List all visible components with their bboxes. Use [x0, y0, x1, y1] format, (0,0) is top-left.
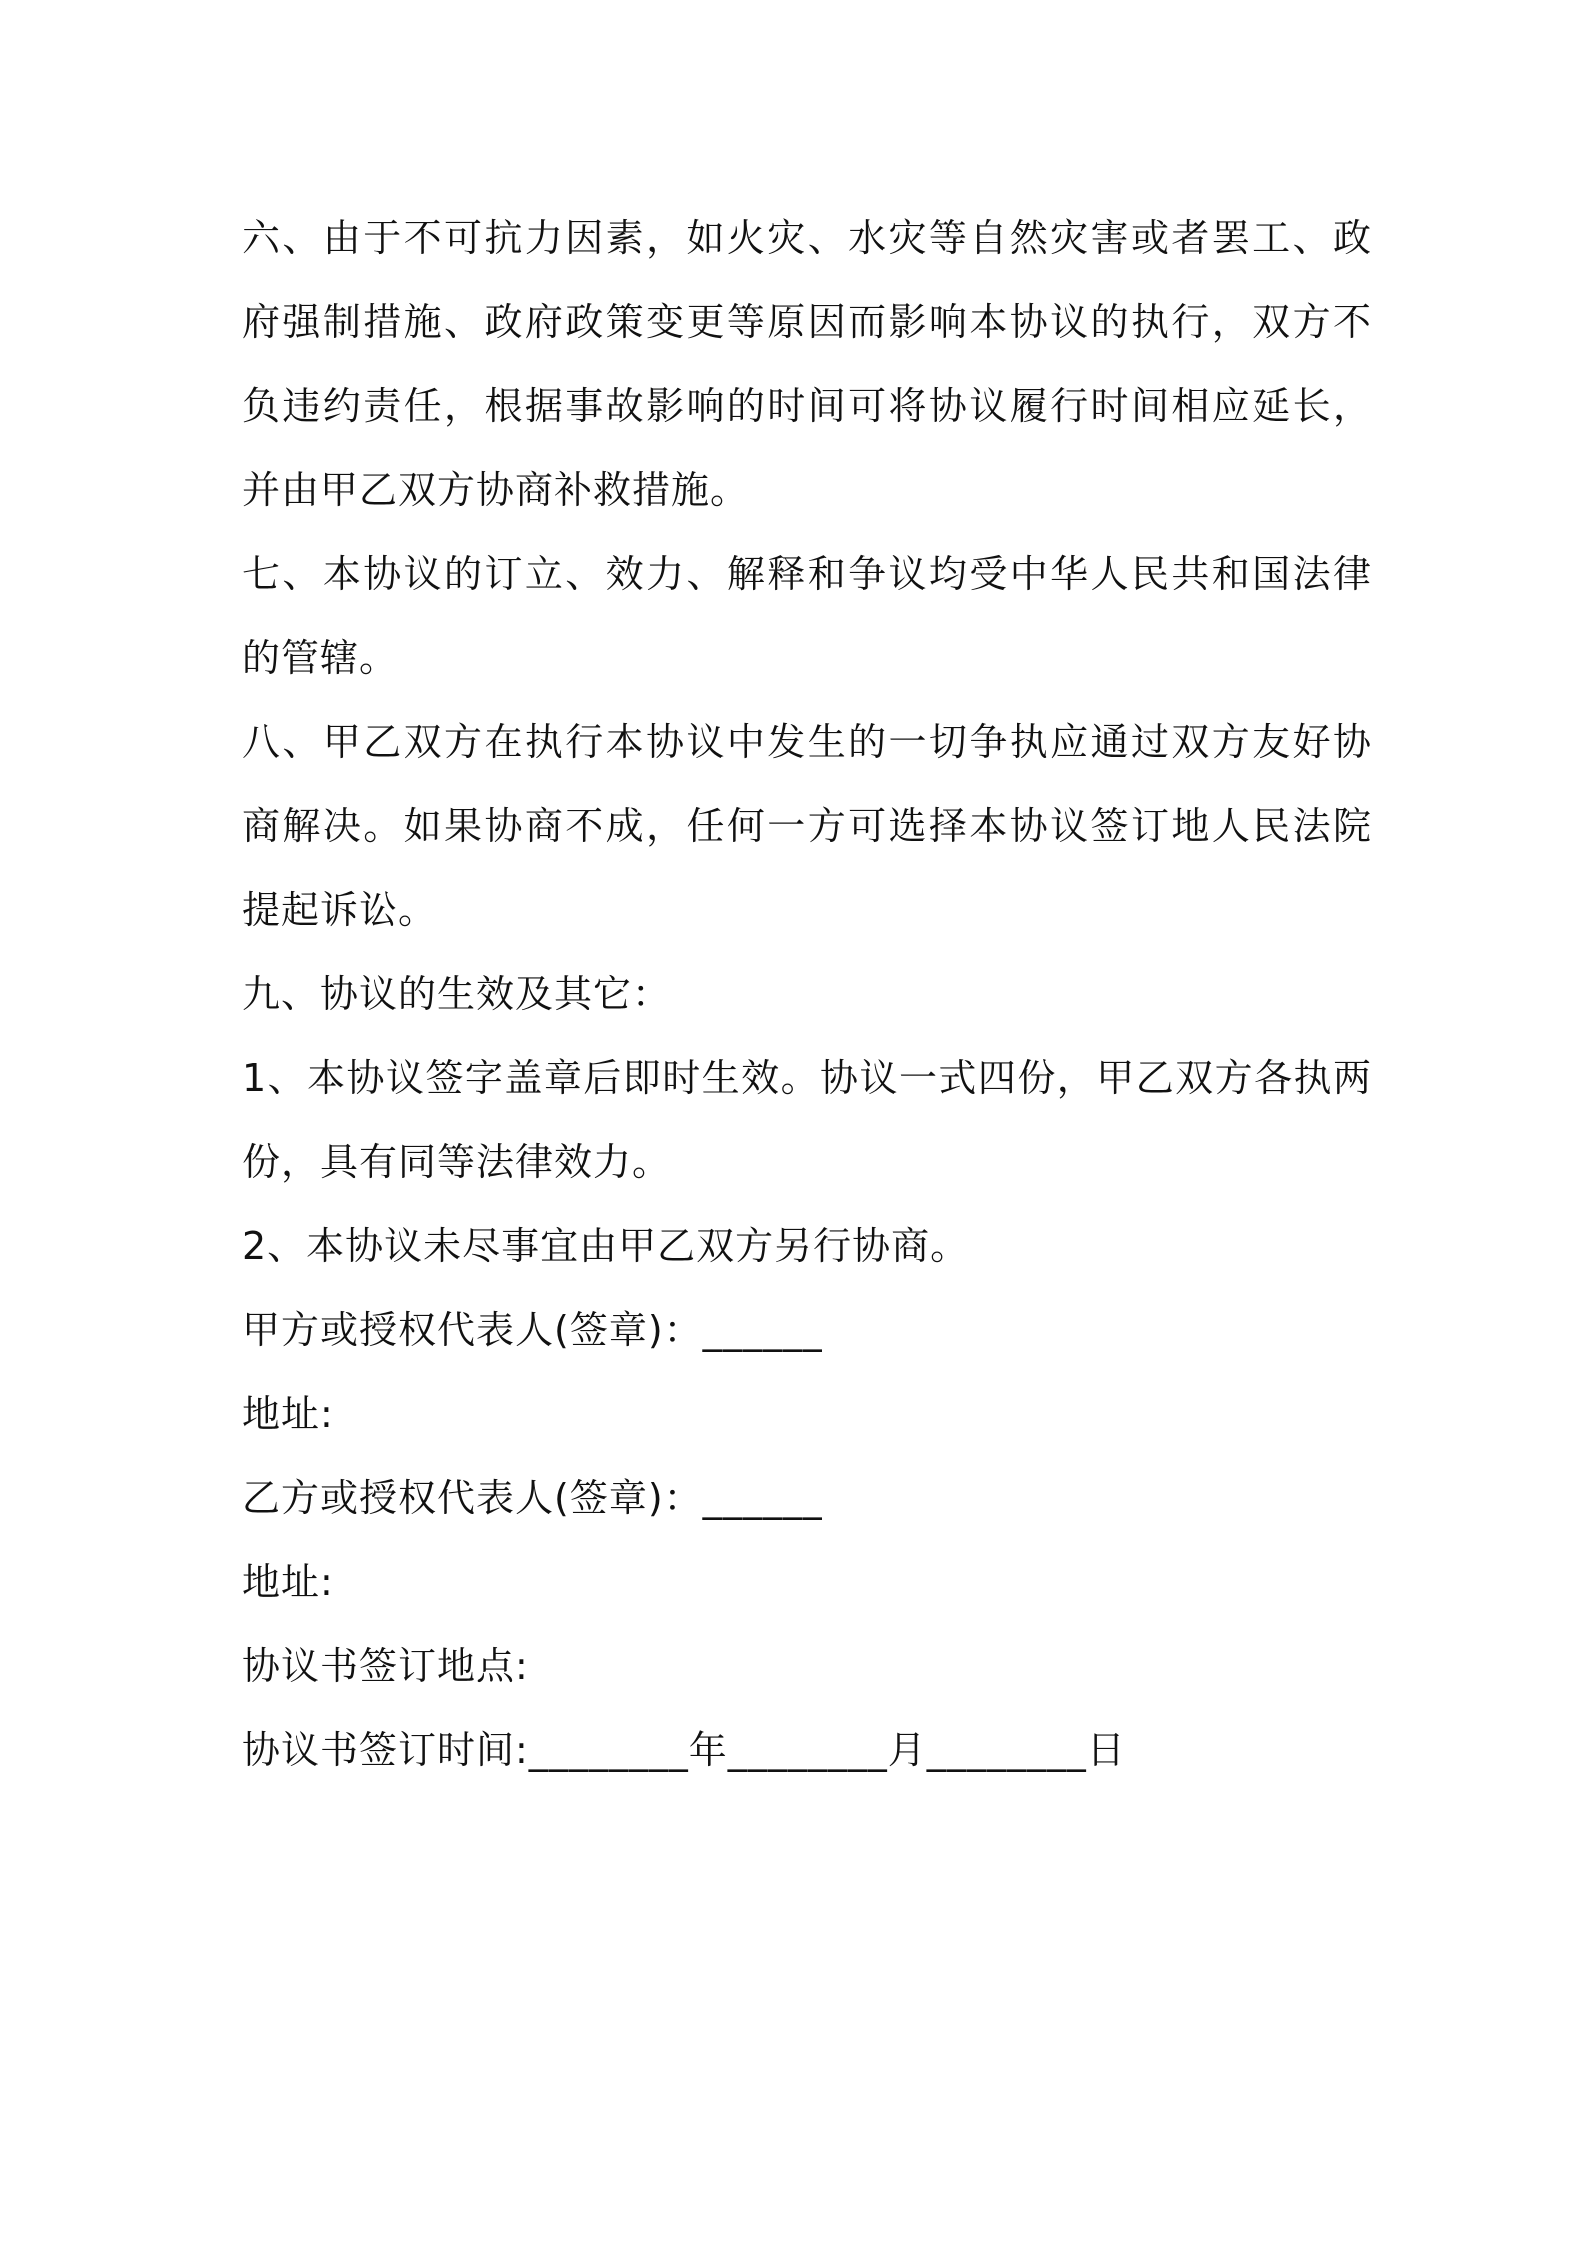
clause-9-item-1: 1、本协议签字盖章后即时生效。协议一式四份，甲乙双方各执两份，具有同等法律效力。 — [242, 1056, 1372, 1184]
clause-6: 六、由于不可抗力因素，如火灾、水灾等自然灾害或者罢工、政府强制措施、政府政策变更等原因而影响本协议的执行，双方不负违约责任，根据事故影响的时间可将协议履行时间相应延长，并由甲乙双方协商补救措施。 — [242, 216, 1372, 512]
clause-7: 七、本协议的订立、效力、解释和争议均受中华人民共和国法律的管辖。 — [242, 552, 1372, 680]
signing-time: 协议书签订时间:________年________月________日 — [242, 1728, 1126, 1772]
clause-8: 八、甲乙双方在执行本协议中发生的一切争执应通过双方友好协商解决。如果协商不成，任何一方可选择本协议签订地人民法院提起诉讼。 — [242, 720, 1372, 932]
party-a-address: 地址: — [242, 1392, 334, 1436]
document-body — [242, 196, 1372, 1792]
party-b-address: 地址: — [242, 1560, 334, 1604]
party-b-signature: 乙方或授权代表人(签章)：______ — [242, 1476, 823, 1520]
party-a-signature: 甲方或授权代表人(签章)：______ — [242, 1308, 823, 1352]
clause-9-item-2: 2、本协议未尽事宜由甲乙双方另行协商。 — [242, 1224, 970, 1268]
clause-9-heading: 九、协议的生效及其它： — [242, 972, 672, 1016]
signing-place: 协议书签订地点: — [242, 1644, 529, 1688]
